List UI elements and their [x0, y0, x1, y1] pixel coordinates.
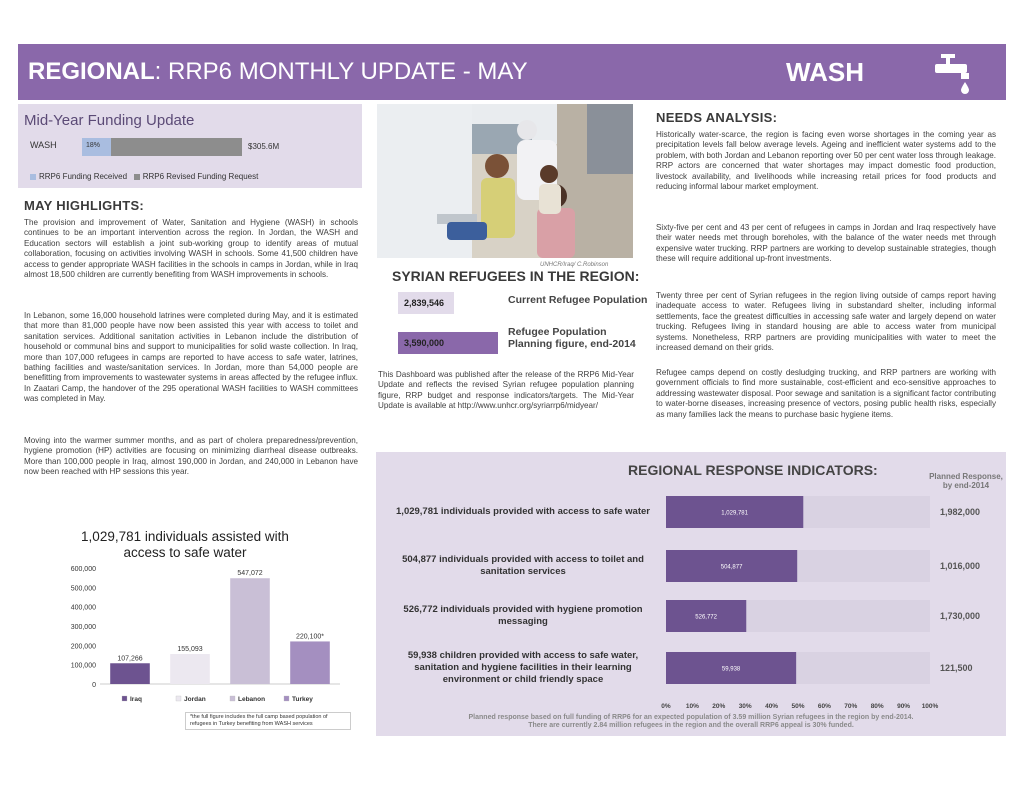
current-population-value: 2,839,546	[404, 298, 445, 308]
funding-received-bar: 18%	[82, 138, 111, 156]
funding-row-label: WASH	[30, 140, 57, 150]
legend-request: RRP6 Revised Funding Request	[142, 172, 259, 181]
water-tap-icon	[933, 50, 983, 96]
highlights-p2: In Lebanon, some 16,000 household latrines were completed during May, and it is estimated that more than 81,000 people have now been assisted this year with access to toilet and sanitation services. Additional sanitation activities in Lebanon include the distribution of household or communal bins and support to municipalities for solid waste collection. In Iraq, more than 107,000 refugees in camps are reported to have access to safe water, latrines, bathing facilities and waste/sanitation services. In Jordan, more than 54,000 people are benefitting from improvements to wastewater systems in areas affected by the refugee influx. In Zaatari Camp, the handover of the 295 operational WASH facilities to WASH committees was completed in May.	[24, 311, 358, 404]
legend-label: Lebanon	[238, 696, 266, 703]
y-tick-label: 600,000	[70, 566, 96, 573]
y-tick-label: 0	[92, 682, 96, 689]
indicator-planned-value: 1,982,000	[940, 507, 981, 517]
needs-p3: Twenty three per cent of Syrian refugees in the region living outside of camps report having inadequate access to water. Refugees living in substandard shelter, including informal settlements, face the greatest difficulties in accessing safe water and largely depend on water trucking. Refugees living in standard housing are able to access water from municipal systems. Nonetheless, RRP partners are providing municipalities with water to meet the increased demand on their grids.	[656, 291, 996, 353]
indicator-planned-value: 121,500	[940, 663, 973, 673]
planned-header: Planned Response, by end-2014	[929, 472, 1003, 490]
legend-swatch	[176, 696, 181, 701]
indicator-data-label: 59,938	[721, 666, 741, 673]
x-tick-label: 40%	[765, 703, 779, 710]
indicator-label: 526,772 individuals provided with hygiene promotion messaging	[403, 604, 643, 627]
funding-title: Mid-Year Funding Update	[24, 112, 195, 129]
x-tick-label: 20%	[712, 703, 726, 710]
indicator-data-label: 504,877	[720, 564, 743, 571]
column-bar-turkey	[290, 641, 330, 684]
legend-label: Jordan	[184, 696, 206, 703]
x-tick-label: 50%	[791, 703, 805, 710]
y-tick-label: 100,000	[70, 662, 96, 670]
legend-swatch	[122, 696, 127, 701]
indicator-planned-value: 1,730,000	[940, 611, 981, 621]
y-tick-label: 500,000	[70, 585, 96, 593]
needs-p4: Refugee camps depend on costly desludging trucking, and RRP partners are working with government officials to find more sustainable, cost-efficient and eco-sensitive approaches to addressing wastewater disposal. Poor sewage and sanitation is a significant factor contributing to water-borne diseases, increasing presence of vectors, posing public health risks, especially as many families lack the means to purchase basic hygiene items.	[656, 368, 996, 419]
legend-swatch	[230, 696, 235, 701]
y-tick-label: 400,000	[70, 604, 96, 612]
highlights-p1: The provision and improvement of Water, Sanitation and Hygiene (WASH) in schools continues to be an important intervention across the region. In Jordan, the WASH and Education sectors will establish a joint sub-working group to identify areas of mutual collaboration, focusing on activities involving WASH in schools. Some 41,500 children have access to gender appropriate WASH facilities in the schools in camps in Jordan, while in Iraq almost 18,500 children are currently benefiting from WASH improvements in schools.	[24, 218, 358, 280]
dashboard-note: This Dashboard was published after the release of the RRP6 Mid-Year Update and reflects the revised Syrian refugee population planning figure, RRP budget and response indicators/targets. The Mid-Year Update is available at http://www.unhcr.org/syriarrp6/midyear/	[378, 370, 634, 411]
x-tick-label: 30%	[738, 703, 752, 710]
indicator-data-label: 1,029,781	[721, 510, 748, 517]
refugee-children-photo	[377, 104, 633, 258]
column-bar-jordan	[170, 654, 210, 684]
column-data-label: 220,100*	[295, 633, 325, 641]
sector-title: WASH	[786, 57, 864, 87]
column-bar-iraq	[110, 663, 150, 684]
funding-legend	[30, 172, 258, 181]
legend-received: RRP6 Funding Received	[39, 172, 128, 181]
indicator-label: 59,938 children provided with access to safe water, sanitation and hygiene facilities in their learning environment or child friendly space	[407, 650, 639, 685]
x-tick-label: 70%	[844, 703, 858, 710]
current-population-label: Current Refugee Population	[508, 294, 648, 306]
highlights-title: MAY HIGHLIGHTS:	[24, 198, 145, 213]
legend-label: Iraq	[130, 696, 142, 703]
page-header	[18, 44, 1006, 100]
column-chart-note: *the full figure includes the full camp based population of refugees in Turkey benefiting from WASH services	[185, 712, 351, 730]
column-data-label: 155,093	[177, 646, 203, 654]
legend-swatch-request	[134, 174, 140, 180]
x-tick-label: 10%	[685, 703, 699, 710]
highlights-p3: Moving into the warmer summer months, and as part of cholera preparedness/prevention, hygiene promotion (HP) activities are focusing on minimizing diarrheal disease outbreaks. More than 100,000 people in Iraq, almost 190,000 in Jordan, and 240,000 in Lebanon have now been reached with HP sessions this year.	[24, 436, 358, 477]
indicator-planned-value: 1,016,000	[940, 561, 981, 571]
column-data-label: 107,266	[117, 655, 143, 663]
planning-population-label: Refugee Population Planning figure, end-2014	[508, 326, 636, 350]
needs-p1: Historically water-scarce, the region is facing even worse shortages in the coming year as precipitation levels fall below average levels. Ageing and inefficient water systems add to the problem, with both Jordan and Lebanon reporting over 50 per cent water loss through leakage. RRP actors are concerned that water shortages may impact domestic food production, livestock availability, and livelihoods while increasing retail prices for food products and reducing informal labour market employment.	[656, 130, 996, 192]
x-tick-label: 90%	[897, 703, 911, 710]
legend-swatch	[284, 696, 289, 701]
column-bar-lebanon	[230, 578, 270, 684]
column-chart	[40, 560, 360, 706]
y-tick-label: 200,000	[70, 643, 96, 651]
x-tick-label: 60%	[817, 703, 831, 710]
page-title: REGIONAL: RRP6 MONTHLY UPDATE - MAY	[28, 58, 528, 85]
funding-panel	[18, 104, 362, 188]
legend-label: Turkey	[292, 696, 313, 703]
column-data-label: 547,072	[237, 570, 263, 578]
indicator-data-label: 526,772	[695, 614, 717, 621]
legend-swatch-received	[30, 174, 36, 180]
planning-population-value: 3,590,000	[404, 338, 445, 348]
y-tick-label: 300,000	[70, 624, 96, 631]
x-tick-label: 80%	[870, 703, 884, 710]
indicator-label: 1,029,781 individuals provided with access to safe water	[396, 506, 650, 517]
funding-total: $305.6M	[248, 142, 280, 151]
x-tick-label: 100%	[921, 703, 939, 710]
column-chart-title: 1,029,781 individuals assisted with access to safe water	[81, 529, 289, 560]
needs-p2: Sixty-five per cent and 43 per cent of refugees in camps in Jordan and Iraq respectively have their water needs met through boreholes, with the balance of the water needs met through expensive water trucking. RRP partners are working to develop sustainable strategies, though these will require additional up-front investments.	[656, 223, 996, 264]
indicators-footnote: Planned response based on full funding of RRP6 for an expected population of 3.59 million Syrian refugees in the region by end-2014. There are currently 2.84 million refugees in the region and the overall RRP6 appeal is 30% funded.	[468, 714, 914, 729]
needs-title: NEEDS ANALYSIS:	[656, 110, 778, 125]
refugees-title: SYRIAN REFUGEES IN THE REGION:	[392, 268, 640, 284]
indicators-chart	[650, 486, 950, 714]
indicators-title: REGIONAL RESPONSE INDICATORS:	[628, 462, 878, 478]
indicator-label: 504,877 individuals provided with access to toilet and sanitation services	[402, 554, 644, 577]
photo-credit: UNHCR/Iraq/ C.Robinson	[540, 262, 609, 268]
current-population-bar	[398, 292, 454, 314]
x-tick-label: 0%	[661, 703, 671, 710]
planning-population-bar	[398, 332, 498, 354]
